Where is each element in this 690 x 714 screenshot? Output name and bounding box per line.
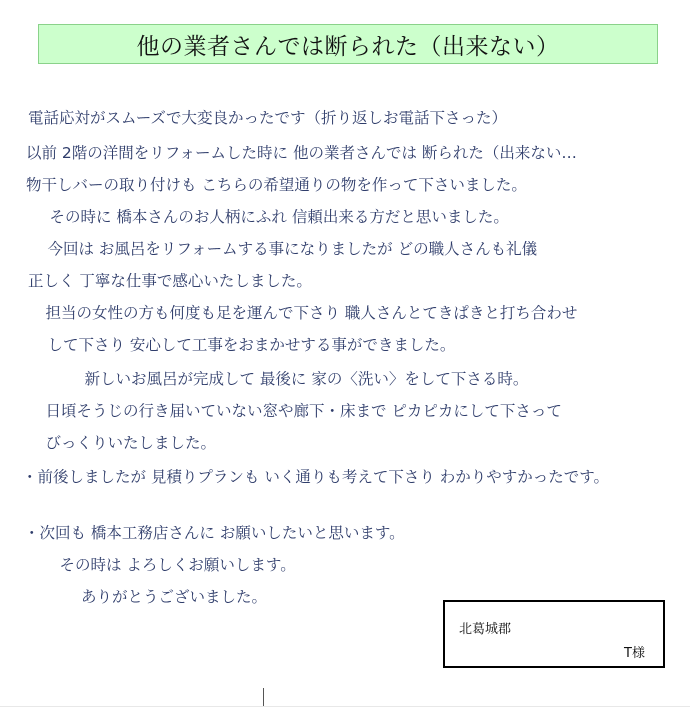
letter-line: 電話応対がスムーズで大変良かったです（折り返しお電話下さった） bbox=[28, 109, 507, 127]
letter-line: ・次回も 橋本工務店さんに お願いしたいと思います。 bbox=[24, 524, 405, 542]
letter-line: 新しいお風呂が完成して 最後に 家の〈洗い〉をして下さる時。 bbox=[38, 370, 529, 388]
letter-line: 担当の女性の方も何度も足を運んで下さり 職人さんとてきぱきと打ち合わせ bbox=[30, 304, 578, 322]
letter-line: 今回は お風呂をリフォームする事になりましたが どの職人さんも礼儀 bbox=[32, 240, 538, 258]
handwritten-letter bbox=[0, 86, 690, 606]
letter-line: 正しく 丁寧な仕事で感心いたしました。 bbox=[28, 272, 312, 290]
letter-line: 日頃そうじの行き届いていない窓や廊下・床まで ピカピカにして下さって bbox=[30, 402, 562, 420]
signature-region: 北葛城郡 bbox=[459, 622, 512, 637]
signature-name: T様 bbox=[624, 646, 645, 661]
letter-line: びっくりいたしました。 bbox=[30, 434, 217, 452]
letter-line: 以前 2階の洋間をリフォームした時に 他の業者さんでは 断られた（出来ない… bbox=[26, 144, 577, 162]
letter-line: ありがとうございました。 bbox=[50, 588, 268, 606]
letter-line: ・前後しましたが 見積りプランも いく通りも考えて下さり わかりやすかったです。 bbox=[22, 468, 610, 486]
page-title: 他の業者さんでは断られた（出来ない） bbox=[136, 33, 560, 60]
letter-line: 物干しバーの取り付けも こちらの希望通りの物を作って下さいました。 bbox=[26, 176, 527, 194]
letter-line: して下さり 安心して工事をおまかせする事ができました。 bbox=[32, 336, 456, 354]
page-bottom-edge bbox=[0, 706, 690, 707]
signature-box bbox=[443, 600, 665, 668]
letter-line: その時に 橋本さんのお人柄にふれ 信頼出来る方だと思いました。 bbox=[34, 208, 509, 226]
letter-line: その時は よろしくお願いします。 bbox=[44, 556, 296, 574]
title-banner bbox=[38, 24, 658, 64]
text-caret bbox=[263, 688, 264, 706]
